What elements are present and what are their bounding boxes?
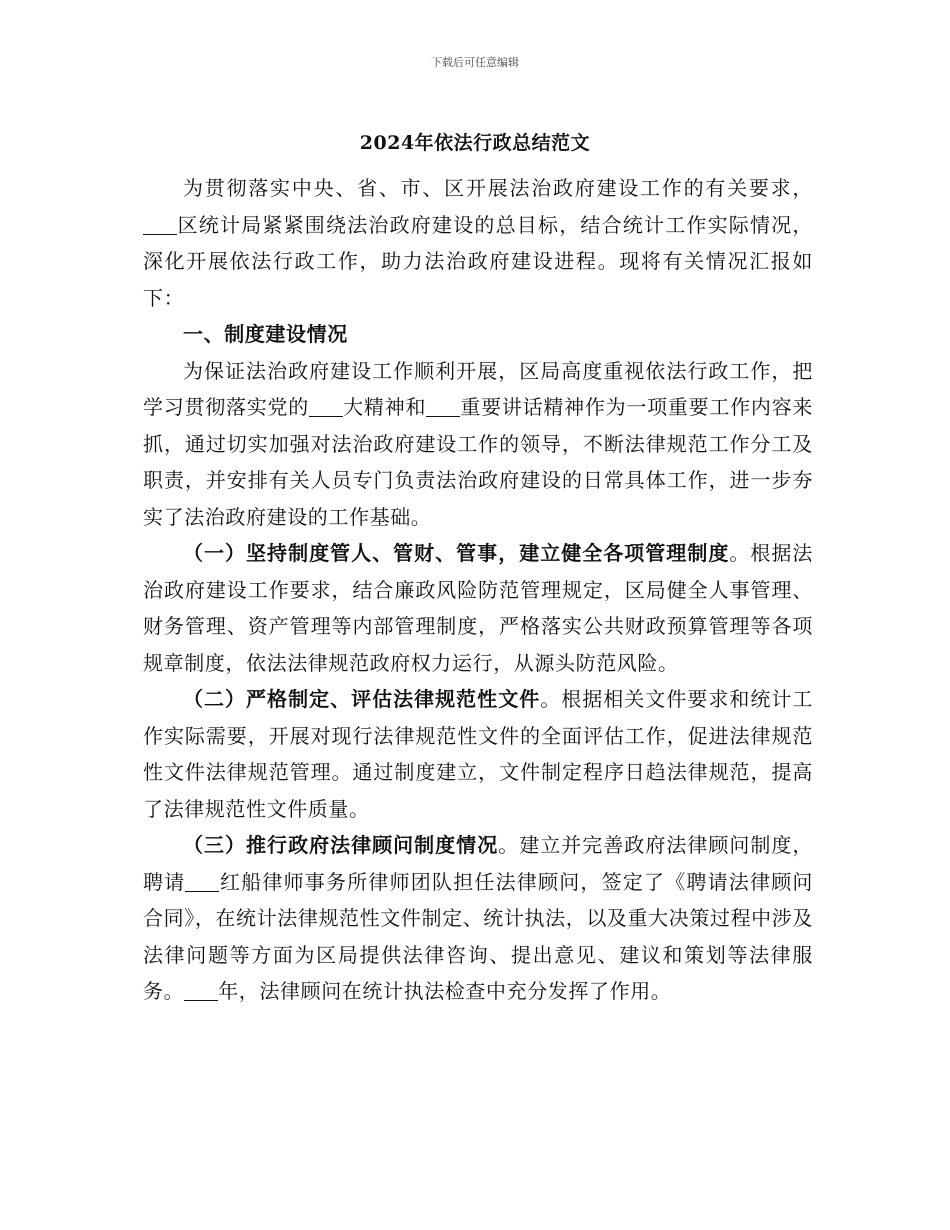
item1-body: 。根据法治政府建设工作要求，结合廉政风险防范管理规定，区局健全人事管理、财务管理、资产管理等内部管理制度，严格落实公共财政预算管理等各项规章制度，依法法律规范政府权力运行，从源头防范风险。	[143, 541, 813, 675]
section1-text-c: 重要讲话精神作为一项重要工作内容来抓，通过切实加强对法治政府建设工作的领导，不断法律规范工作分工及职责，并安排有关人员专门负责法治政府建设的日常具体工作，进一步夯实了法治政府建设的工作基础。	[143, 395, 813, 529]
item1-lead: （一）坚持制度管人、管财、管事，建立健全各项管理制度	[183, 541, 730, 565]
item3-paragraph	[143, 827, 813, 1010]
blank-underline	[426, 396, 460, 417]
intro-text-b: 区统计局紧紧围绕法治政府建设的总目标，结合统计工作实际情况，深化开展依法行政工作，助力法治政府建设进程。现将有关情况汇报如下：	[143, 212, 813, 310]
page-title: 2024年依法行政总结范文	[359, 132, 591, 154]
intro-text-a: 为贯彻落实中央、省、市、区开展法治政府建设工作的有关要求，	[183, 176, 813, 200]
blank-underline	[184, 980, 218, 1001]
item3-lead: （三）推行政府法律顾问制度情况	[183, 833, 499, 857]
document-body	[143, 170, 813, 1010]
intro-paragraph	[143, 170, 813, 316]
section1-text-b: 大精神和	[343, 395, 427, 419]
blank-underline	[309, 396, 343, 417]
header-note: 下载后可任意编辑	[431, 56, 519, 69]
item2-paragraph	[143, 681, 813, 827]
item2-lead: （二）严格制定、评估法律规范性文件	[183, 687, 541, 711]
item3-body-a: 。建立并完善政府法律顾问制度，聘请	[143, 833, 814, 894]
item3-body-c: 年，法律顾问在统计执法检查中充分发挥了作用。	[218, 979, 672, 1003]
blank-underline	[185, 871, 219, 892]
section1-text-a: 为保证法治政府建设工作顺利开展，区局高度重视依法行政工作，把学习贯彻落实党的	[143, 358, 813, 419]
section1-paragraph	[143, 353, 813, 536]
section1-heading: 一、制度建设情况	[183, 322, 348, 346]
blank-underline	[143, 214, 177, 235]
item3-body-b: 红船律师事务所律师团队担任法律顾问，签定了《聘请法律顾问合同》，在统计法律规范性文件制定、统计执法，以及重大决策过程中涉及法律问题等方面为区局提供法律咨询、提出意见、建议和策划等法律服务。	[143, 869, 813, 1003]
item2-body: 。根据相关文件要求和统计工作实际需要，开展对现行法律规范性文件的全面评估工作，促进法律规范性文件法律规范管理。通过制度建立，文件制定程序日趋法律规范，提高了法律规范性文件质量。	[143, 687, 813, 821]
item1-paragraph	[143, 535, 813, 681]
